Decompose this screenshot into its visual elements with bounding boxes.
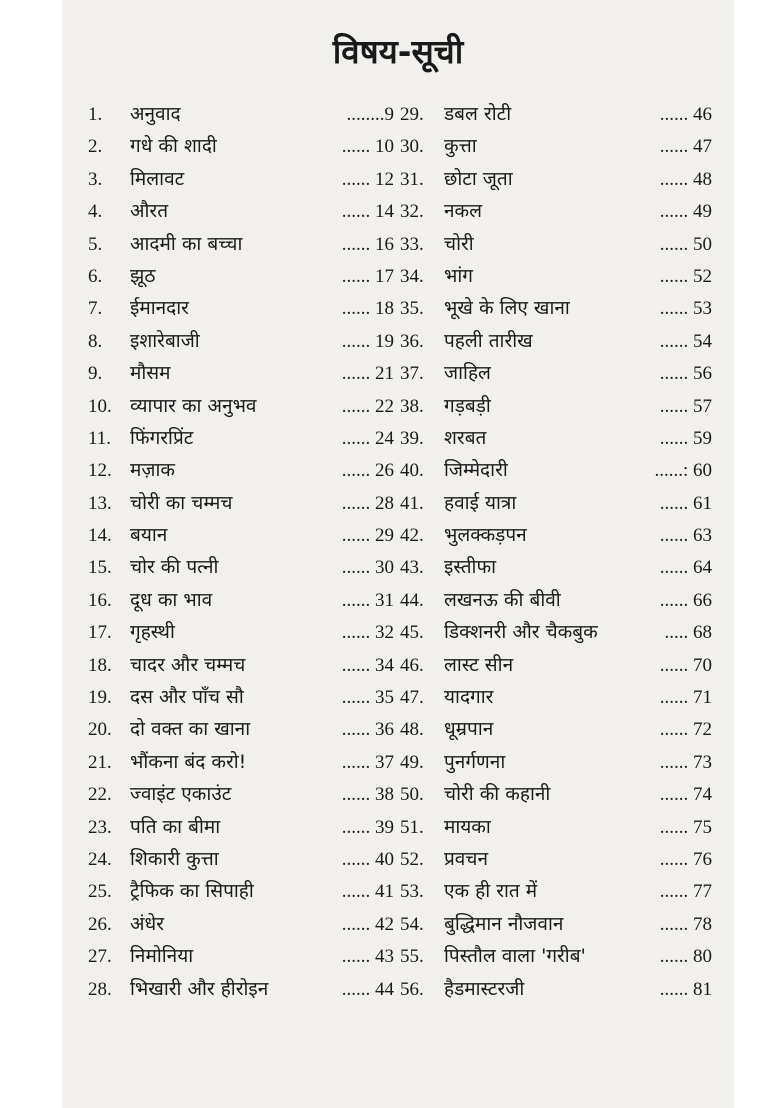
entry-page-number: ...... 40 — [341, 848, 394, 870]
toc-entry — [88, 392, 394, 424]
entry-number: 15. — [88, 557, 112, 579]
entry-number: 50. — [400, 784, 424, 806]
toc-entry — [88, 651, 394, 683]
entry-number: 2. — [88, 136, 103, 158]
entry-page-number: ...... 41 — [341, 881, 394, 903]
entry-title: इशारेबाजी — [130, 329, 200, 352]
toc-entry — [400, 683, 712, 715]
entry-number: 52. — [400, 848, 424, 870]
entry-page-number: ...... 47 — [659, 136, 712, 158]
entry-number: 48. — [400, 719, 424, 741]
entry-number: 21. — [88, 751, 112, 773]
entry-number: 9. — [88, 363, 103, 385]
entry-title: यादगार — [444, 686, 494, 709]
entry-title: शिकारी कुत्ता — [130, 847, 219, 870]
toc-entry — [400, 651, 712, 683]
entry-title: भिखारी और हीरोइन — [130, 977, 269, 1000]
toc-entry — [400, 715, 712, 747]
toc-entry — [88, 910, 394, 942]
entry-page-number: ...... 70 — [659, 654, 712, 676]
entry-page-number: ...... 34 — [341, 654, 394, 676]
toc-entry — [88, 100, 394, 132]
entry-number: 11. — [88, 427, 112, 449]
book-page — [62, 0, 734, 1108]
entry-title: शरबत — [444, 426, 487, 449]
toc-entry — [400, 877, 712, 909]
entry-page-number: ...... 38 — [341, 784, 394, 806]
entry-number: 42. — [400, 525, 424, 547]
entry-number: 7. — [88, 298, 103, 320]
toc-entry — [88, 489, 394, 521]
entry-page-number: ..... 68 — [664, 622, 712, 644]
entry-number: 1. — [88, 104, 103, 125]
entry-title: धूम्रपान — [444, 718, 494, 741]
entry-page-number: ...... 42 — [341, 913, 394, 935]
toc-entry — [88, 780, 394, 812]
entry-title: गड़बड़ी — [444, 394, 491, 417]
entry-title: ईमानदार — [130, 297, 189, 320]
entry-page-number: ...... 39 — [341, 816, 394, 838]
entry-number: 12. — [88, 460, 112, 482]
entry-page-number: ...... 52 — [659, 265, 712, 287]
entry-title: जाहिल — [444, 362, 491, 385]
toc-left-column — [88, 100, 394, 1007]
toc-entry — [88, 359, 394, 391]
entry-title: भांग — [444, 264, 473, 287]
entry-number: 25. — [88, 881, 112, 903]
toc-entry — [88, 197, 394, 229]
entry-number: 32. — [400, 201, 424, 223]
entry-page-number: ...... 50 — [659, 233, 712, 255]
toc-entry — [400, 230, 712, 262]
entry-number: 6. — [88, 265, 103, 287]
entry-page-number: ......: 60 — [654, 460, 712, 482]
toc-entry — [88, 456, 394, 488]
toc-entry — [400, 748, 712, 780]
toc-entry — [400, 845, 712, 877]
toc-entry — [88, 132, 394, 164]
entry-number: 33. — [400, 233, 424, 255]
entry-title: दो वक्त का खाना — [130, 718, 251, 741]
entry-number: 27. — [88, 946, 112, 968]
entry-title: भुलक्कड़पन — [444, 524, 527, 547]
entry-page-number: ...... 17 — [341, 265, 394, 287]
entry-page-number: ...... 61 — [659, 492, 712, 514]
toc-entry — [400, 780, 712, 812]
entry-number: 20. — [88, 719, 112, 741]
entry-title: अनुवाद — [130, 103, 181, 125]
entry-page-number: ...... 81 — [659, 978, 712, 1000]
toc-entry — [88, 424, 394, 456]
entry-title: भूखे के लिए खाना — [444, 297, 570, 320]
entry-page-number: ...... 32 — [341, 622, 394, 644]
entry-title: पुनर्गणना — [444, 750, 506, 773]
entry-number: 24. — [88, 848, 112, 870]
toc-entry — [88, 165, 394, 197]
toc-entry — [400, 975, 712, 1007]
entry-title: मौसम — [130, 362, 171, 385]
entry-title: नकल — [444, 200, 483, 223]
entry-page-number: ...... 43 — [341, 946, 394, 968]
entry-title: डिक्शनरी और चैकबुक — [444, 621, 598, 644]
toc-entry — [400, 132, 712, 164]
toc-entry — [400, 294, 712, 326]
entry-number: 26. — [88, 913, 112, 935]
toc-entry — [88, 586, 394, 618]
toc-entry — [88, 877, 394, 909]
entry-page-number: ...... 49 — [659, 201, 712, 223]
toc-entry — [88, 521, 394, 553]
toc-entry — [88, 975, 394, 1007]
toc-entry — [400, 100, 712, 132]
toc-entry — [88, 327, 394, 359]
entry-title: अंधेर — [130, 912, 164, 935]
entry-page-number: ...... 19 — [341, 330, 394, 352]
entry-title: झूठ — [130, 264, 156, 287]
entry-number: 55. — [400, 946, 424, 968]
entry-number: 49. — [400, 751, 424, 773]
entry-title: मज़ाक — [130, 459, 175, 482]
entry-number: 17. — [88, 622, 112, 644]
toc-entry — [88, 942, 394, 974]
entry-number: 31. — [400, 168, 424, 190]
entry-number: 38. — [400, 395, 424, 417]
entry-page-number: ...... 10 — [341, 136, 394, 158]
entry-number: 34. — [400, 265, 424, 287]
entry-page-number: ...... 57 — [659, 395, 712, 417]
page-title: विषय-सूची — [332, 32, 464, 71]
entry-page-number: ...... 74 — [659, 784, 712, 806]
entry-title: आदमी का बच्चा — [130, 232, 243, 255]
entry-number: 14. — [88, 525, 112, 547]
entry-page-number: ...... 22 — [341, 395, 394, 417]
entry-page-number: ...... 72 — [659, 719, 712, 741]
entry-page-number: ...... 54 — [659, 330, 712, 352]
entry-number: 22. — [88, 784, 112, 806]
entry-title: फिंगरप्रिंट — [130, 426, 194, 449]
entry-title: हवाई यात्रा — [444, 491, 517, 514]
toc-entry — [88, 715, 394, 747]
entry-title: दस और पाँच सौ — [130, 686, 244, 709]
entry-page-number: ...... 24 — [341, 427, 394, 449]
entry-title: इस्तीफा — [444, 556, 497, 579]
entry-page-number: ...... 26 — [341, 460, 394, 482]
toc-entry — [400, 489, 712, 521]
entry-number: 54. — [400, 913, 424, 935]
entry-page-number: ...... 28 — [341, 492, 394, 514]
entry-number: 35. — [400, 298, 424, 320]
entry-page-number: ...... 16 — [341, 233, 394, 255]
entry-title: गधे की शादी — [130, 135, 217, 158]
toc-entry — [88, 230, 394, 262]
toc-entry — [88, 262, 394, 294]
toc-entry — [400, 456, 712, 488]
entry-title: जिम्मेदारी — [444, 459, 508, 482]
entry-number: 19. — [88, 687, 112, 709]
entry-page-number: ...... 46 — [659, 104, 712, 125]
toc-entry — [88, 553, 394, 585]
entry-number: 40. — [400, 460, 424, 482]
entry-number: 39. — [400, 427, 424, 449]
entry-title: दूध का भाव — [130, 588, 213, 611]
toc-entry — [400, 424, 712, 456]
entry-title: मायका — [444, 815, 491, 838]
toc-entry — [88, 618, 394, 650]
entry-page-number: ...... 71 — [659, 687, 712, 709]
entry-number: 28. — [88, 978, 112, 1000]
toc-entry — [400, 618, 712, 650]
entry-page-number: ...... 59 — [659, 427, 712, 449]
entry-number: 16. — [88, 589, 112, 611]
entry-page-number: ........9 — [346, 104, 394, 125]
entry-number: 8. — [88, 330, 103, 352]
entry-title: गृहस्थी — [130, 621, 175, 644]
entry-page-number: ...... 29 — [341, 525, 394, 547]
entry-title: चोरी — [444, 232, 474, 255]
toc-entry — [88, 813, 394, 845]
entry-page-number: ...... 30 — [341, 557, 394, 579]
entry-page-number: ...... 53 — [659, 298, 712, 320]
toc-entry — [400, 197, 712, 229]
entry-number: 37. — [400, 363, 424, 385]
entry-page-number: ...... 12 — [341, 168, 394, 190]
toc-entry — [400, 521, 712, 553]
entry-title: व्यापार का अनुभव — [130, 394, 257, 417]
entry-title: चादर और चम्मच — [130, 653, 246, 676]
entry-title: एक ही रात में — [444, 880, 538, 903]
entry-title: प्रवचन — [444, 847, 488, 870]
entry-title: कुत्ता — [444, 135, 477, 158]
entry-page-number: ...... 56 — [659, 363, 712, 385]
entry-number: 23. — [88, 816, 112, 838]
entry-page-number: ...... 18 — [341, 298, 394, 320]
entry-title: चोरी का चम्मच — [130, 491, 233, 514]
toc-entry — [88, 845, 394, 877]
entry-page-number: ...... 37 — [341, 751, 394, 773]
entry-number: 29. — [400, 104, 424, 125]
toc-entry — [400, 813, 712, 845]
entry-number: 36. — [400, 330, 424, 352]
entry-number: 56. — [400, 978, 424, 1000]
entry-number: 44. — [400, 589, 424, 611]
entry-page-number: ...... 31 — [341, 589, 394, 611]
toc-entry — [400, 553, 712, 585]
toc-entry — [400, 327, 712, 359]
entry-title: ट्रैफिक का सिपाही — [130, 880, 254, 903]
entry-title: बयान — [130, 524, 168, 547]
entry-title: डबल रोटी — [444, 103, 512, 125]
entry-number: 53. — [400, 881, 424, 903]
entry-page-number: ...... 80 — [659, 946, 712, 968]
entry-title: हैडमास्टरजी — [444, 977, 525, 1000]
entry-title: लखनऊ की बीवी — [444, 588, 561, 611]
toc-entry — [400, 359, 712, 391]
entry-number: 30. — [400, 136, 424, 158]
entry-title: छोटा जूता — [444, 167, 513, 190]
entry-number: 5. — [88, 233, 103, 255]
entry-page-number: ...... 48 — [659, 168, 712, 190]
entry-page-number: ...... 66 — [659, 589, 712, 611]
entry-title: लास्ट सीन — [444, 653, 514, 676]
entry-page-number: ...... 75 — [659, 816, 712, 838]
entry-title: औरत — [130, 200, 169, 223]
toc-entry — [400, 942, 712, 974]
entry-page-number: ...... 64 — [659, 557, 712, 579]
entry-number: 46. — [400, 654, 424, 676]
entry-title: बुद्धिमान नौजवान — [444, 912, 564, 935]
entry-number: 43. — [400, 557, 424, 579]
entry-number: 3. — [88, 168, 103, 190]
entry-title: चोर की पत्नी — [130, 556, 219, 579]
entry-title: ज्वाइंट एकाउंट — [130, 783, 232, 806]
entry-number: 45. — [400, 622, 424, 644]
entry-number: 13. — [88, 492, 112, 514]
toc-entry — [400, 586, 712, 618]
toc-entry — [88, 294, 394, 326]
toc-right-column — [400, 100, 712, 1007]
entry-page-number: ...... 73 — [659, 751, 712, 773]
entry-page-number: ...... 35 — [341, 687, 394, 709]
entry-page-number: ...... 77 — [659, 881, 712, 903]
entry-title: पहली तारीख — [444, 329, 533, 352]
entry-number: 18. — [88, 654, 112, 676]
entry-number: 4. — [88, 201, 103, 223]
toc-entry — [400, 262, 712, 294]
entry-title: पिस्तौल वाला 'गरीब' — [444, 945, 586, 968]
toc-entry — [400, 165, 712, 197]
entry-title: पति का बीमा — [130, 815, 221, 838]
entry-page-number: ...... 63 — [659, 525, 712, 547]
toc-entry — [400, 910, 712, 942]
toc-entry — [88, 683, 394, 715]
entry-page-number: ...... 36 — [341, 719, 394, 741]
entry-number: 41. — [400, 492, 424, 514]
entry-number: 10. — [88, 395, 112, 417]
entry-number: 47. — [400, 687, 424, 709]
entry-title: चोरी की कहानी — [444, 783, 551, 806]
toc-entry — [400, 392, 712, 424]
entry-page-number: ...... 14 — [341, 201, 394, 223]
entry-page-number: ...... 76 — [659, 848, 712, 870]
entry-title: निमोनिया — [130, 945, 194, 968]
entry-number: 51. — [400, 816, 424, 838]
entry-page-number: ...... 78 — [659, 913, 712, 935]
toc-entry — [88, 748, 394, 780]
entry-page-number: ...... 44 — [341, 978, 394, 1000]
entry-title: मिलावट — [130, 167, 185, 190]
entry-page-number: ...... 21 — [341, 363, 394, 385]
entry-title: भौंकना बंद करो! — [130, 750, 247, 773]
